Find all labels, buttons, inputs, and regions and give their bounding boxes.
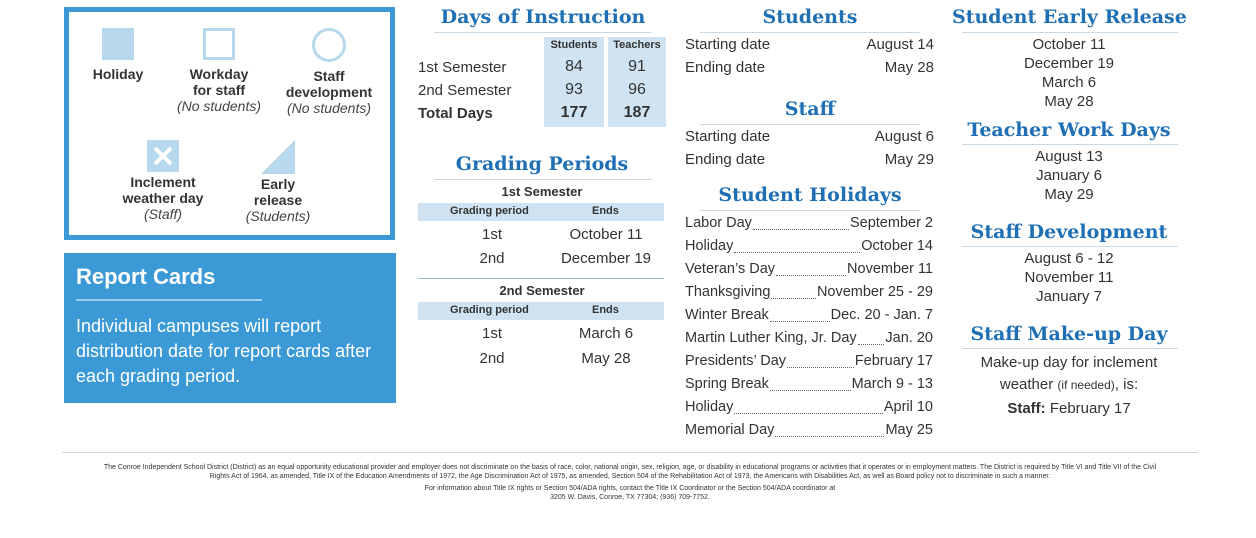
holiday-name: Memorial Day <box>685 422 775 438</box>
teachers-total: 187 <box>623 104 651 121</box>
holiday-row <box>685 238 933 258</box>
semester-label: 2nd Semester <box>499 283 585 298</box>
early-release-title: Student Early Release <box>952 6 1187 28</box>
staff-development-date: August 6 - 12 <box>1024 250 1114 267</box>
staff-starting-value: August 6 <box>874 128 934 145</box>
legend-early-release: Early release (Students) <box>233 140 323 224</box>
footer-line3: For information about Title IX rights or Section 504/ADA rights, contact the Title IX Coordinator or the Section 504/ADA coordinator at <box>424 485 836 492</box>
staff-development-title: Staff Development <box>970 221 1168 243</box>
teacher-work-day: January 6 <box>1036 167 1102 184</box>
holiday-name: Spring Break <box>685 376 769 392</box>
col-ends: Ends <box>592 304 619 316</box>
col-students: Students <box>550 39 598 51</box>
students-ending-label: Ending date <box>685 59 766 76</box>
grading-title-rule <box>434 179 652 180</box>
holiday-name: Veteran’s Day <box>685 261 776 277</box>
grading-ends: October 11 <box>569 226 643 243</box>
holiday-row <box>685 399 933 419</box>
row-label: 2nd Semester <box>418 82 512 99</box>
col-teachers: Teachers <box>613 39 661 51</box>
days-of-instruction-title: Days of Instruction <box>440 6 646 28</box>
grading-period: 1st <box>481 325 502 342</box>
holidays-title-rule <box>700 210 920 211</box>
footer-divider <box>62 452 1198 453</box>
teacher-work-days-rule <box>962 144 1178 145</box>
teacher-work-day: August 13 <box>1035 148 1103 165</box>
legend-inclement-weather: Inclement weather day (Staff) <box>111 140 215 222</box>
grading-ends: December 19 <box>560 250 652 267</box>
holiday-name: Holiday <box>685 238 734 254</box>
row-label-total: Total Days <box>418 105 493 122</box>
makeup-day-rule <box>962 348 1178 349</box>
holiday-date: March 9 - 13 <box>851 376 933 392</box>
days-title-rule <box>434 32 652 33</box>
students-total: 177 <box>560 104 588 121</box>
holiday-name: Holiday <box>685 399 734 415</box>
students-title: Students <box>762 6 858 28</box>
early-release-title-rule <box>962 32 1178 33</box>
holiday-date: November 25 - 29 <box>816 284 933 300</box>
semester-label: 1st Semester <box>501 184 583 199</box>
teachers-value: 96 <box>628 81 646 98</box>
staff-development-date: January 7 <box>1036 288 1102 305</box>
early-release-date: December 19 <box>1023 55 1115 72</box>
inclement-x-icon <box>147 140 179 172</box>
footer-line2: Rights Act of 1964, as amended, Title IX of the Education Amendments of 1972, the Age Discrimination Act of 1975, as amended, Section 504 of the Rehabilitation Act of 1973, the Americans with Disabilities Act, as well as Board policy not to discriminate in such a manner. <box>209 473 1051 480</box>
staff-ending-label: Ending date <box>685 151 766 168</box>
col-grading-period: Grading period <box>450 304 529 316</box>
holiday-date: September 2 <box>849 215 933 231</box>
holiday-row <box>685 307 933 327</box>
semester-divider <box>418 278 664 279</box>
grading-ends: May 28 <box>581 350 631 367</box>
makeup-line1: Make-up day for inclement <box>980 354 1158 371</box>
staff-title: Staff <box>784 98 836 120</box>
holiday-date: Dec. 20 - Jan. 7 <box>830 307 933 323</box>
teacher-work-days-title: Teacher Work Days <box>967 119 1171 141</box>
holiday-row <box>685 330 933 350</box>
students-starting-value: August 14 <box>866 36 934 53</box>
holiday-name: Martin Luther King, Jr. Day <box>685 330 857 346</box>
holiday-row <box>685 353 933 373</box>
grading-period: 2nd <box>479 350 505 367</box>
grading-period: 1st <box>481 226 502 243</box>
early-release-date: March 6 <box>1041 74 1097 91</box>
holiday-row <box>685 215 933 235</box>
teacher-work-day: May 29 <box>1044 186 1094 203</box>
students-starting-label: Starting date <box>685 36 771 53</box>
staff-development-rule <box>962 246 1178 247</box>
footer-line1: The Conroe Independent School District (District) as an equal opportunity educational provider and employer does not discriminate on the basis of race, color, national origin, sex, religion, age, or disability in educational programs or activities that it operates or in employment matters. The District is required by Title VI and Title VII of the Civil <box>103 464 1157 471</box>
holiday-name: Presidents’ Day <box>685 353 787 369</box>
makeup-staff-line: Staff: February 17 <box>1007 400 1131 417</box>
holiday-date: May 25 <box>885 422 933 438</box>
grading-header <box>418 203 664 221</box>
staff-development-date: November 11 <box>1024 269 1114 286</box>
holiday-date: Jan. 20 <box>885 330 933 346</box>
holiday-name: Thanksgiving <box>685 284 771 300</box>
col-ends: Ends <box>592 205 619 217</box>
staff-starting-label: Starting date <box>685 128 771 145</box>
report-cards-title: Report Cards <box>76 264 216 289</box>
early-release-triangle-icon <box>261 140 295 174</box>
students-value: 84 <box>565 58 583 75</box>
holiday-row <box>685 422 933 442</box>
holiday-date: February 17 <box>854 353 933 369</box>
legend-box <box>64 7 395 240</box>
staff-ending-value: May 29 <box>884 151 934 168</box>
report-cards-divider <box>76 299 262 301</box>
early-release-date: May 28 <box>1044 93 1094 110</box>
grading-ends: March 6 <box>578 325 634 342</box>
holiday-date: November 11 <box>847 261 933 277</box>
students-value: 93 <box>565 81 583 98</box>
legend-holiday: Holiday <box>83 28 153 82</box>
students-ending-value: May 28 <box>884 59 934 76</box>
teachers-value: 91 <box>628 58 646 75</box>
student-holidays-title: Student Holidays <box>718 184 902 206</box>
legend-staff-development: Staff development (No students) <box>275 28 383 116</box>
workday-square-outline-icon <box>203 28 235 60</box>
col-grading-period: Grading period <box>450 205 529 217</box>
holiday-row <box>685 376 933 396</box>
early-release-date: October 11 <box>1032 36 1106 53</box>
makeup-day-title: Staff Make-up Day <box>970 323 1168 345</box>
holiday-row <box>685 284 933 304</box>
grading-period: 2nd <box>479 250 505 267</box>
staff-development-circle-icon <box>312 28 346 62</box>
grading-periods-title: Grading Periods <box>455 153 629 175</box>
holiday-date: October 14 <box>861 238 933 254</box>
report-cards-body: Individual campuses will report distribution date for report cards after each grading period. <box>76 316 372 386</box>
report-cards-panel <box>64 253 396 403</box>
holiday-name: Winter Break <box>685 307 769 323</box>
holiday-row <box>685 261 933 281</box>
row-label: 1st Semester <box>418 59 507 76</box>
holiday-name: Labor Day <box>685 215 752 231</box>
makeup-line2: weather (if needed), is: <box>999 376 1139 393</box>
legend-workday: Workday for staff (No students) <box>169 28 269 114</box>
staff-title-rule <box>700 124 920 125</box>
students-title-rule <box>700 32 920 33</box>
holiday-square-icon <box>102 28 134 60</box>
holiday-date: April 10 <box>883 399 933 415</box>
grading-header <box>418 302 664 320</box>
footer-line4: 3205 W. Davis, Conroe, TX 77304; (936) 709-7752. <box>550 494 710 501</box>
